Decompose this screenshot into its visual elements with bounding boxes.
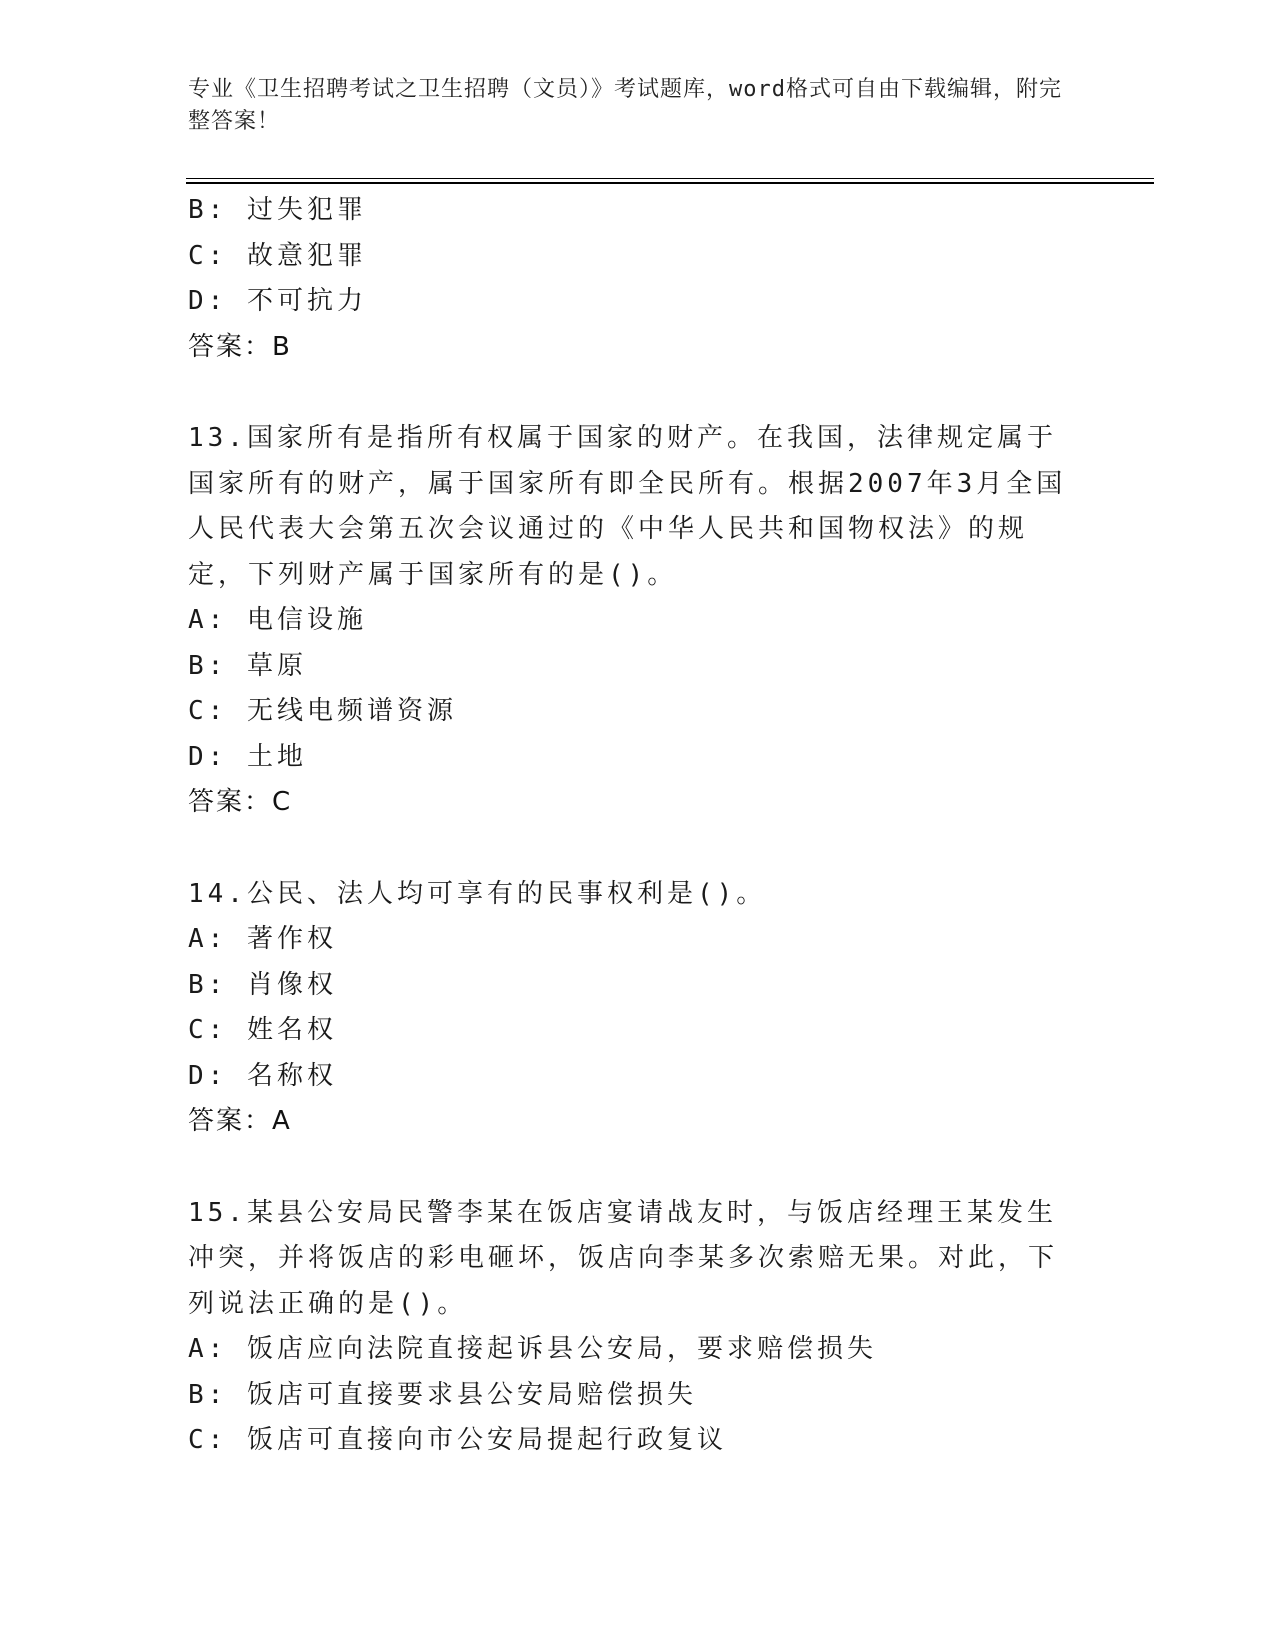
option-b: B: 过失犯罪 (188, 195, 367, 225)
option-d: D: 土地 (188, 741, 307, 772)
option-text: 饭店应向法院直接起诉县公安局，要求赔偿损失 (246, 1334, 877, 1364)
option-text: 名称权 (246, 1060, 337, 1091)
spacer (188, 370, 1088, 416)
question-stem: 13.国家所有是指所有权属于国家的财产。在我国，法律规定属于国家所有的财产，属于国家所有即全民所有。根据2007年3月全国人民代表大会第五次会议通过的《中华人民共和国物权法》的规定，下列财产属于国家所有的是()。 (188, 423, 1067, 590)
option-text: 无线电频谱资源 (246, 696, 457, 726)
answer-line: 答案：C (188, 787, 293, 817)
option-letter: C (188, 1015, 208, 1045)
question-14 (188, 872, 1088, 1145)
option-text: 草原 (246, 650, 307, 681)
option-a: A: 饭店应向法院直接起诉县公安局，要求赔偿损失 (188, 1334, 877, 1364)
option-a: A: 电信设施 (188, 605, 367, 635)
spacer (188, 826, 1088, 872)
option-b: B: 饭店可直接要求县公安局赔偿损失 (188, 1379, 697, 1410)
question-12-continued (188, 188, 1088, 370)
option-d: D: 名称权 (188, 1060, 337, 1091)
question-stem: 15.某县公安局民警李某在饭店宴请战友时，与饭店经理王某发生冲突，并将饭店的彩电砸坏，饭店向李某多次索赔无果。对此，下列说法正确的是()。 (188, 1197, 1059, 1319)
option-letter: B (188, 650, 208, 681)
option-letter: A (188, 924, 208, 954)
option-text: 不可抗力 (246, 286, 367, 316)
option-c: C: 无线电频谱资源 (188, 696, 457, 726)
option-letter: D (188, 741, 208, 772)
option-c: C: 姓名权 (188, 1015, 337, 1045)
option-letter: A (188, 1334, 208, 1364)
option-a: A: 著作权 (188, 924, 337, 954)
option-text: 饭店可直接要求县公安局赔偿损失 (246, 1379, 697, 1410)
question-13 (188, 416, 1088, 826)
option-letter: C (188, 1425, 208, 1455)
option-c: C: 饭店可直接向市公安局提起行政复议 (188, 1425, 727, 1455)
option-text: 电信设施 (246, 605, 367, 635)
option-text: 土地 (246, 741, 307, 772)
option-letter: B (188, 1379, 208, 1410)
option-text: 饭店可直接向市公安局提起行政复议 (246, 1425, 727, 1455)
option-letter: D (188, 1060, 208, 1091)
spacer (188, 1145, 1088, 1191)
option-text: 过失犯罪 (246, 195, 367, 225)
option-text: 肖像权 (246, 969, 337, 1000)
document-header: 专业《卫生招聘考试之卫生招聘（文员）》考试题库，word格式可自由下载编辑，附完整答案！ (188, 77, 1062, 134)
option-text: 姓名权 (246, 1015, 337, 1045)
option-b: B: 草原 (188, 650, 307, 681)
option-text: 故意犯罪 (246, 240, 367, 271)
header-rule-thick (186, 182, 1154, 184)
option-letter: B (188, 969, 208, 1000)
answer-line: 答案：A (188, 1106, 292, 1136)
option-letter: C (188, 240, 208, 271)
option-letter: C (188, 696, 208, 726)
question-15 (188, 1191, 1088, 1464)
option-c: C: 故意犯罪 (188, 240, 367, 271)
header-rule-thin (186, 178, 1154, 179)
option-letter: D (188, 286, 208, 316)
question-stem: 14.公民、法人均可享有的民事权利是()。 (188, 878, 767, 909)
option-letter: A (188, 605, 208, 635)
option-d: D: 不可抗力 (188, 286, 367, 316)
option-text: 著作权 (246, 924, 337, 954)
answer-line: 答案：B (188, 331, 292, 362)
option-b: B: 肖像权 (188, 969, 337, 1000)
document-body (188, 188, 1088, 1464)
option-letter: B (188, 195, 208, 225)
